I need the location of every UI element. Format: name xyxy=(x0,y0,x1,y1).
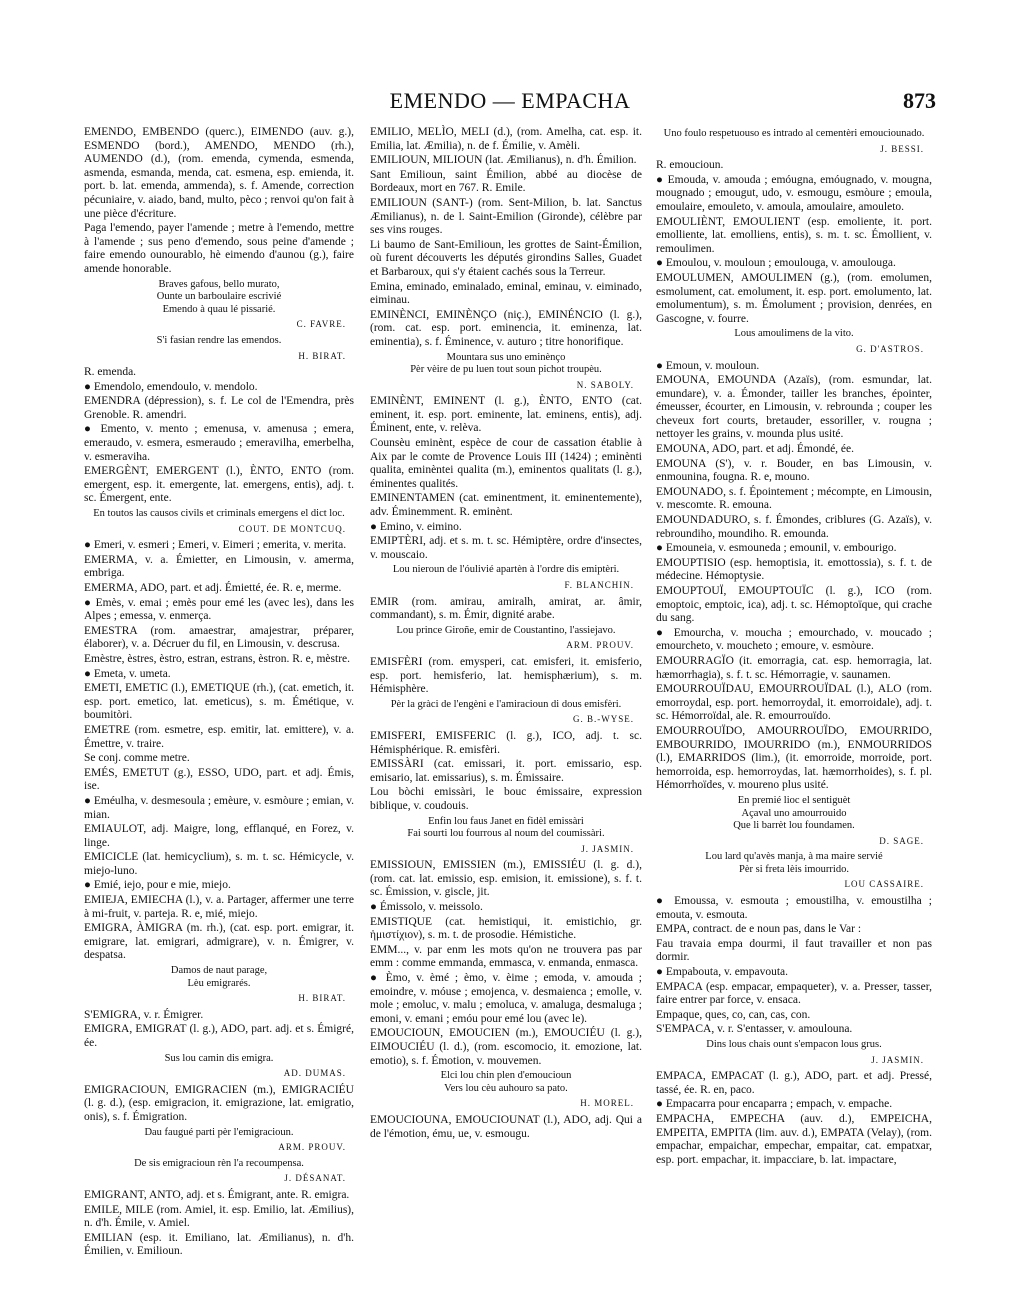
citation-author: H. MOREL. xyxy=(580,1098,634,1109)
citation-quote: Lou lard qu'avès manja, à ma maire servié Pèr si freta lèis imourrido. xyxy=(705,851,883,875)
citation-author: H. BIRAT. xyxy=(298,350,346,361)
dictionary-entry: EMIGRA, ÀMIGRA (m. rh.), (cat. esp. port. emigrar, it. emigrare, lat. emigrari, admigrare), v. n. Émigrer, v. despatsa. xyxy=(84,922,354,962)
citation-author: J. BESSI. xyxy=(880,143,924,154)
citation-quote: Uno foulo respetuouso es intrado al cementèri emouciounado. xyxy=(663,128,925,139)
dictionary-entry: EMETI, EMETIC (l.), EMETIQUE (rh.), (cat. emetich, it. esp. port. emetico, lat. emeticus), s. m. Émétique, v. boumitòri. xyxy=(84,682,354,722)
dictionary-entry: ● Empabouta, v. empavouta. xyxy=(656,966,789,979)
citation-author: ARM. PROUV. xyxy=(566,640,634,651)
dictionary-entry: ● Eméulha, v. desmesoula ; emèure, v. esmòure ; emian, v. mian. xyxy=(84,794,354,821)
citation-quote: Dau faugué parti pèr l'emigracioun. xyxy=(144,1126,294,1138)
dictionary-entry: EMILIO, MELÌO, MELI (d.), (rom. Amelha, cat. esp. it. Emilia, lat. Æmilia), n. de f. Émilie, v. Amèli. xyxy=(370,126,642,152)
dictionary-entry: EMOUPTISIO (esp. hemoptisia, it. emottossia), s. f. t. de médecine. Hémoptysie. xyxy=(656,556,932,583)
citation-author: F. BLANCHIN. xyxy=(564,580,634,590)
citation-author: COUT. DE MONTCUQ. xyxy=(238,523,346,534)
dictionary-entry: EMPACHA, EMPECHA (auv. d.), EMPEICHA, EMPEITA, EMPITA (lim. auv. d.), EMPATA (Velay), (rom. empachar, empaichar, empechar, empaitar, cat. empatxar, esp. port. empachar, it. impacciare, b. lat. impactare, xyxy=(656,1112,932,1166)
citation-quote: Lous amoulimens de la vito. xyxy=(734,328,854,340)
citation-author: ARM. PROUV. xyxy=(278,1142,346,1153)
dictionary-entry: EMERMA, ADO, part. et adj. Émietté, ée. R. e, merme. xyxy=(84,582,342,594)
dictionary-entry: ● Emento, v. mento ; emenusa, v. amenusa ; emera, emeraudo, v. esmera, esmeraudo ; emeravilha, emerbelha, v. esmeraviha. xyxy=(84,423,354,463)
citation-author: C. FAVRE. xyxy=(296,319,346,330)
citation-quote: Lou prince Giroñe, emir de Coustantino, l'assiejavo. xyxy=(396,624,616,636)
dictionary-entry: S'EMPACA, v. r. S'entasser, v. amoulouna. xyxy=(656,1023,853,1036)
dictionary-entry: EMENDRA (dépression), s. f. Le col de l'Emendra, près Grenoble. R. amendri. xyxy=(84,395,354,421)
dictionary-entry: EMILE, MILE (rom. Amiel, it. esp. Emilio, lat. Æmilius), n. d'h. Émile, v. Amiel. xyxy=(84,1203,354,1230)
citation-author: G. B.-WYSE. xyxy=(573,714,634,725)
citation-quote: Enfin lou faus Janet en fidèl emissàri Fai sourti lou fourrous al noum del coumissàri. xyxy=(407,815,605,840)
dictionary-entry: EMIEJA, EMIECHA (l.), v. a. Partager, affermer une terre à mi-fruit, v. parteja. R. e, mié, miejo. xyxy=(84,894,354,920)
citation-quote: S'i fasian rendre las emendos. xyxy=(156,334,282,346)
column-right xyxy=(656,126,932,1166)
dictionary-entry: EMOURROUÏDO, AMOURROUÏDO, EMOURRIDO, EMBOURRIDO, IMOURRIDO (m.), ENMOURRIDOS (l.), EMARRIDOS (lim.), (it. emorroide, morroide, port. hemorroida, esp. hemorroydas, lat. hæmorrhoides), s. f. pl. Hémorrhoïdes, v. moureno plus usité. xyxy=(656,724,932,792)
running-title: EMENDO — EMPACHA xyxy=(389,88,631,113)
citation-quote: Pèr la gràci de l'engèni e l'amiracioun di dous emisfèri. xyxy=(390,698,622,710)
dictionary-entry: EMERMA, v. a. Émietter, en Limousin, v. amerma, embriga. xyxy=(84,553,354,580)
dictionary-entry: ● Emeta, v. umeta. xyxy=(84,667,171,680)
dictionary-entry: EMISFERI, EMISFERIC (l. g.), ICO, adj. t. sc. Hémisphérique. R. emisfèri. xyxy=(370,729,642,756)
citation-author: D. SAGE. xyxy=(879,835,924,846)
dictionary-entry: EMENDO, EMBENDO (querc.), EIMENDO (auv. g.), ESMENDO (bord.), AMENDO, MENDO (rh.), AUMENDO (d.), (rom. emenda, cymenda, esmenda, asmenda, esmanda, menda, cat. esmena, esp. emienda, it. port. b. lat. emenda, ammenda), s. f. Amende, correction pécuniaire, v. aiado, band, multo, pèco ; renvoi qu'on fait à une pièce d'écriture. xyxy=(84,126,354,220)
citation-author: AD. DUMAS. xyxy=(283,1068,346,1079)
dictionary-entry: EMIGRA, EMIGRAT (l. g.), ADO, part. adj. et s. Émigré, ée. xyxy=(84,1023,354,1049)
dictionary-entry: EMILIAN (esp. it. Emiliano, lat. Æmilianus), n. d'h. Émilien, v. Emilioun. xyxy=(84,1231,354,1258)
dictionary-entry: EMISSIOUN, EMISSIEN (m.), EMISSIÉU (l. g. d.), (rom. cat. lat. emissio, esp. emision, it. emissione), s. f. t. sc. Émission, v. giscle, jit. xyxy=(370,859,642,899)
dictionary-entry: EMINÈNT, EMINENT (l. g.), ÈNTO, ENTO (cat. eminent, it. esp. port. eminente, lat. eminens, entis), adj. Éminent, ente, v. relèva. xyxy=(370,395,642,435)
citation-quote: Dins lous chais ount s'empacon lous grus. xyxy=(706,1039,882,1050)
dictionary-entry: EMOUNA, ADO, part. et adj. Émondé, ée. xyxy=(656,443,855,456)
citation-quote: De sis emigracioun rèn l'a recoumpensa. xyxy=(134,1157,304,1169)
citation-quote: Sus lou camin dis emigra. xyxy=(164,1052,274,1064)
dictionary-entry: EMÉS, EMETUT (g.), ESSO, UDO, part. et adj. Émis, ise. xyxy=(84,766,354,793)
dictionary-entry: EMOUPTOUÏ, EMOUPTOUÏC (l. g.), ICO (rom. emoptoic, emptoic, ica), adj. t. sc. Hémoptoïque, qui crache du sang. xyxy=(656,585,932,625)
dictionary-entry: EMIGRANT, ANTO, adj. et s. Émigrant, ante. R. emigra. xyxy=(84,1188,350,1201)
dictionary-entry: EMOUNA (S'), v. r. Bouder, en bas Limousin, v. enmounina, fougna. R. e, mouno. xyxy=(656,457,932,484)
dictionary-entry: EMILIOUN (SANT-) (rom. Sent-Milion, b. lat. Sanctus Æmilianus), n. de l. Saint-Emilion (Gironde), célèbre par ses vins rouges. xyxy=(370,196,642,237)
column-middle xyxy=(370,126,642,1166)
dictionary-entry: ● Emoun, v. mouloun. xyxy=(656,359,760,372)
column-left xyxy=(84,126,354,1258)
dictionary-entry: EMIPTÈRI, adj. et s. m. t. sc. Hémiptère, ordre d'insectes, v. mouscaio. xyxy=(370,535,642,561)
dictionary-entry: Sant Emilioun, saint Émilion, abbé au diocèse de Bordeaux, mort en 767. R. Emile. xyxy=(370,168,642,195)
dictionary-entry: Se conj. comme metre. xyxy=(84,752,190,765)
dictionary-entry: EMIAULOT, adj. Maigre, long, efflanqué, en Forez, v. linge. xyxy=(84,823,354,849)
citation-author: G. D'ASTROS. xyxy=(856,343,924,354)
dictionary-entry: EMOURRAGÏO (it. emorragia, cat. esp. hemorragia, lat. hæmorrhagia), s. f. t. sc. Hémorragie, v. saunamen. xyxy=(656,654,932,681)
dictionary-entry: Paga l'emendo, payer l'amende ; metre à l'emendo, mettre à l'amende ; sus peno d'emendo, sous peine d'amende ; faire emendo ounourablo, hè eimendo d'aunou (g.), faire amende honorable. xyxy=(84,222,354,275)
dictionary-entry: EMOUCIOUN, EMOUCIEN (m.), EMOUCIÉU (l. g.), EIMOUCIÉU (l. d.), (rom. escomocio, it. emozione, lat. emotio), s. f. Émotion, v. mouvemen. xyxy=(370,1027,642,1067)
dictionary-entry: EMOURROUÏDAU, EMOURROUÏDAL (l.), ALO (rom. emorroydal, esp. port. hemorroydal, it. emorroidale), adj. t. sc. Hémorroïdal, ale. R. emourrouïdo. xyxy=(656,683,932,723)
dictionary-entry: EMERGÈNT, EMERGENT (l.), ÈNTO, ENTO (rom. emergent, esp. it. emergente, lat. emergens, entis), adj. t. sc. Émergent, ente. xyxy=(84,465,354,505)
citation-author: J. JASMIN. xyxy=(581,843,634,854)
citation-author: N. SABOLY. xyxy=(576,379,634,390)
dictionary-entry: ● Emendolo, emendoulo, v. mendolo. xyxy=(84,380,258,393)
dictionary-entry: EMOUNADO, s. f. Épointement ; mécompte, en Limousin, v. mescomte. R. emouna. xyxy=(656,485,932,512)
dictionary-entry: EMICICLE (lat. hemicyclium), s. m. t. sc. Hémicycle, v. miejo-luno. xyxy=(84,851,354,877)
dictionary-entry: ● Èmo, v. èmé ; èmo, v. èime ; emoda, v. amouda ; emoindre, v. móuse ; emojenca, v. desmaienca ; emolle, v. mole ; emoluc, v. malu ; emoluca, v. amaluga, desmaluga ; emoni, v. emani ; emóu pour emé lou (avec le). xyxy=(370,972,642,1025)
dictionary-entry: EMIGRACIOUN, EMIGRACIEN (m.), EMIGRACIÉU (l. g. d.), (esp. emigracion, it. emigrazione, lat. emigratio, onis), s. f. Émigration. xyxy=(84,1083,354,1123)
dictionary-entry: R. emoucioun. xyxy=(656,159,724,172)
dictionary-entry: ● Empacarra pour encaparra ; empach, v. empache. xyxy=(656,1098,893,1111)
dictionary-entry: Empaque, ques, co, can, cas, con. xyxy=(656,1008,811,1021)
dictionary-entry: EMESTRA (rom. amaestrar, amajestrar, préparer, élaborer), v. a. Décruer du fil, en Limousin, v. descrusa. xyxy=(84,624,354,651)
dictionary-entry: ● Emouda, v. amouda ; emóugna, emóugnado, v. mougna, mougnado ; emougut, udo, v. esmougu, esmòure ; emoula, emoulaire, emouleto, v. amoula, amoulaire, amouleto. xyxy=(656,173,932,213)
dictionary-entry: ● Emouneia, v. esmouneda ; emounil, v. embourigo. xyxy=(656,542,897,555)
citation-quote: En toutos las causos civils et criminals emergens el dict loc. xyxy=(93,508,345,520)
dictionary-entry: EMISSÀRI (cat. emissari, it. port. emissario, esp. emisario, lat. emissarius), s. m. Émissaire. xyxy=(370,758,642,784)
dictionary-entry: Counsèu eminènt, espèce de cour de cassation établie à Aix par le comte de Provence Louis III (1424) ; eminènti qualita, eminèntei qualita (m.), eminentos qualitats (l. g.), éminentes qualités. xyxy=(370,437,642,490)
citation-quote: Lou nieroun de l'óulivié apartèn à l'ordre dis emiptèri. xyxy=(392,564,620,576)
dictionary-entry: ● Emié, iejo, pour e mie, miejo. xyxy=(84,879,231,892)
dictionary-entry: R. emenda. xyxy=(84,366,137,379)
dictionary-entry: EMM..., v. par enm les mots qu'on ne trouvera pas par emm : comme emmanda, emmasca, v. enmanda, enmasca. xyxy=(370,943,642,970)
dictionary-entry: EMOUNDADURO, s. f. Émondes, criblures (G. Azaïs), v. rebroundiho, moundiho. R. emounda. xyxy=(656,514,932,540)
dictionary-entry: EMOULIÈNT, EMOULIENT (esp. emoliente, it. port. emolliente, lat. emolliens, entis), s. m. t. sc. Émollient, v. remoulimen. xyxy=(656,215,932,255)
page-number: 873 xyxy=(903,88,936,113)
citation-quote: Mountara sus uno eminènço Pèr vèire de pu luen tout soun pichot troupèu. xyxy=(410,351,602,376)
dictionary-entry: EMOULUMEN, AMOULIMEN (g.), (rom. emolumen, esmolument, cat. emolument, it. esp. port. emolumento, lat. emolumentum), s. m. Émolument ; provision, denrées, en Gascogne, v. fourre. xyxy=(656,271,932,325)
dictionary-entry: EMPACA (esp. empacar, empaqueter), v. a. Presser, tasser, faire entrer par force, v. ensaca. xyxy=(656,980,932,1007)
citation-quote: Elci lou chin plen d'emoucioun Vers lou cèu auhouro sa pato. xyxy=(440,1070,572,1094)
citation-author: J. DÉSANAT. xyxy=(284,1173,346,1184)
citation-quote: En premié lioc el sentiguèt Açaval uno amourrouido Que li barrèt lou foundamen. xyxy=(733,794,855,832)
dictionary-entry: S'EMIGRA, v. r. Émigrer. xyxy=(84,1008,204,1021)
citation-quote: Damos de naut parage, Lèu emigrarés. xyxy=(170,965,268,989)
dictionary-entry: EMISTIQUE (cat. hemistiqui, it. emistichio, gr. ἡμιστίχιον), s. m. t. de prosodie. Hémistiche. xyxy=(370,915,642,942)
dictionary-entry: EMINÈNCI, EMINÈNÇO (niç.), EMINÉNCIO (l. g.), (rom. cat. esp. port. eminencia, it. eminenza, lat. eminentia), s. f. Éminence, v. auturo ; titre honorifique. xyxy=(370,308,642,348)
dictionary-entry: ● Emourcha, v. moucha ; emourchado, v. moucado ; emourcheto, v. moucheto ; emoure, v. esmòure. xyxy=(656,626,932,653)
dictionary-entry: ● Emès, v. emai ; emès pour emé les (avec les), dans les Alpes ; emessa, v. enmerça. xyxy=(84,596,354,623)
dictionary-entry: EMPACA, EMPACAT (l. g.), ADO, part. et adj. Pressé, tassé, ée. R. en, paco. xyxy=(656,1070,932,1096)
citation-author: H. BIRAT. xyxy=(298,993,346,1004)
dictionary-entry: Li baumo de Sant-Emilioun, les grottes de Saint-Émilion, où furent découverts les députés girondins Salles, Guadet et Barbaroux, qui s'y étaient cachés sous la Terreur. xyxy=(370,238,642,278)
citation-quote: Braves gafous, bello murato, Ounte un barboulaire escrivié Emendo à quau lé pissarié. xyxy=(156,278,282,315)
citation-author: LOU CASSAIRE. xyxy=(844,879,924,890)
dictionary-entry: EMPA, contract. de e noun pas, dans le Var : xyxy=(656,923,862,936)
dictionary-entry: ● Emoussa, v. esmouta ; emoustilha, v. emoustilha ; emouta, v. esmouta. xyxy=(656,895,932,921)
dictionary-entry: EMISFÈRI (rom. emysperi, cat. emisferi, it. emisferio, esp. port. hemisferio, lat. hemisphærium), s. m. Hémisphère. xyxy=(370,655,642,696)
dictionary-entry: EMILIOUN, MILIOUN (lat. Æmilianus), n. d'h. Émilion. xyxy=(370,154,637,167)
dictionary-entry: Fau travaia empa dourmi, il faut travailler et non pas dormir. xyxy=(656,937,932,964)
page-header xyxy=(84,88,936,114)
dictionary-entry: EMOUNA, EMOUNDA (Azaïs), (rom. esmundar, lat. emundare), v. a. Émonder, tailler les branches, épointer, émeusser, écourter, en Limousin, v. rebrounda ; couper les cheveux fort courts, bretauder, essoriller, v. rougna ; nettoyer les grains, v. mounda plus usité. xyxy=(656,374,932,441)
dictionary-entry: EMINENTAMEN (cat. eminentment, it. eminentemente), adv. Éminemment. R. eminènt. xyxy=(370,492,642,519)
dictionary-entry: Emina, eminado, eminalado, eminal, eminau, v. eiminado, eiminau. xyxy=(370,280,642,307)
dictionary-entry: EMETRE (rom. esmetre, esp. emitir, lat. emittere), v. a. Émettre, v. traire. xyxy=(84,723,354,750)
dictionary-entry: Lou bòchi emissàri, le bouc émissaire, expression biblique, v. coudouis. xyxy=(370,786,642,812)
dictionary-entry: ● Emoulou, v. mouloun ; emoulouga, v. amoulouga. xyxy=(656,257,896,270)
dictionary-entry: EMIR (rom. amirau, amiralh, amirat, ar. âmir, commandant), s. m. Émir, dignité arabe. xyxy=(370,595,642,622)
dictionary-entry: EMOUCIOUNA, EMOUCIOUNAT (l.), ADO, adj. Qui a de l'émotion, ému, ue, v. esmougu. xyxy=(370,1113,642,1140)
citation-author: J. JASMIN. xyxy=(871,1054,924,1065)
dictionary-entry: ● Emeri, v. esmeri ; Emeri, v. Eimeri ; emerita, v. merita. xyxy=(84,539,347,552)
dictionary-entry: ● Émissolo, v. meissolo. xyxy=(370,901,483,914)
dictionary-entry: Emèstre, èstres, èstro, estran, estrans, èstron. R. e, mèstre. xyxy=(84,652,351,665)
dictionary-entry: ● Emino, v. eimino. xyxy=(370,520,462,533)
